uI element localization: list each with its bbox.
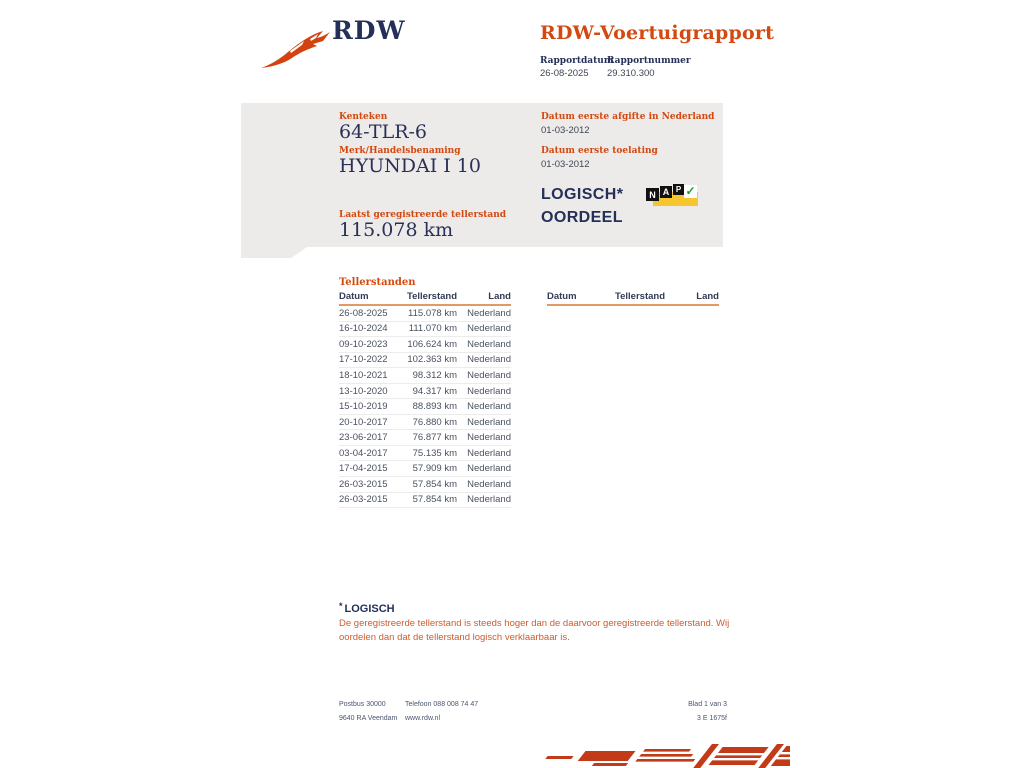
footer-address-1: Postbus 30000 bbox=[339, 701, 386, 708]
table-row bbox=[339, 446, 511, 462]
footer-address-2: 9640 RA Veendam bbox=[339, 715, 398, 722]
footnote-asterisk: * bbox=[339, 601, 343, 611]
cell-datum: 23-06-2017 bbox=[339, 432, 388, 444]
cell-tellerstand: 57.854 km bbox=[412, 494, 457, 506]
col-datum: Datum bbox=[547, 291, 577, 302]
cell-tellerstand: 57.854 km bbox=[412, 478, 457, 490]
footer-page-number: Blad 1 van 3 bbox=[688, 701, 727, 708]
last-odometer-label: Laatst geregistreerde tellerstand bbox=[339, 210, 507, 220]
merk-value: HYUNDAI I 10 bbox=[339, 155, 481, 177]
col-land: Land bbox=[696, 291, 719, 302]
rdw-wing-logo-icon bbox=[260, 24, 332, 70]
footer-website: www.rdw.nl bbox=[405, 715, 441, 722]
col-tellerstand: Tellerstand bbox=[615, 291, 665, 302]
table-row bbox=[339, 306, 511, 322]
verdict-line-1: LOGISCH* bbox=[541, 186, 624, 203]
footnote-text: De geregistreerde tellerstand is steeds hoger dan de daarvoor geregistreerde tellerstand. Wij oordelen dan dat de tellerstand logisch verklaarbaar is. bbox=[339, 618, 730, 643]
cell-datum: 16-10-2024 bbox=[339, 323, 388, 335]
nap-letter-a: A bbox=[660, 186, 672, 198]
nap-logo bbox=[646, 183, 698, 211]
table-row bbox=[339, 384, 511, 400]
table-row bbox=[339, 430, 511, 446]
cell-land: Nederland bbox=[467, 338, 511, 350]
merk-label: Merk/Handelsbenaming bbox=[339, 146, 461, 156]
cell-land: Nederland bbox=[467, 494, 511, 506]
odometer-table-left bbox=[339, 289, 511, 508]
cell-land: Nederland bbox=[467, 447, 511, 459]
table-body bbox=[339, 306, 511, 508]
verdict-line-2: OORDEEL bbox=[541, 209, 623, 226]
odometer-section-title: Tellerstanden bbox=[339, 277, 416, 288]
nap-letter-n: N bbox=[646, 188, 659, 201]
first-issue-label: Datum eerste afgifte in Nederland bbox=[541, 112, 715, 122]
cell-land: Nederland bbox=[467, 385, 511, 397]
col-land: Land bbox=[488, 291, 511, 302]
table-row bbox=[339, 461, 511, 477]
cell-datum: 26-03-2015 bbox=[339, 494, 388, 506]
cell-tellerstand: 76.880 km bbox=[412, 416, 457, 428]
cell-tellerstand: 57.909 km bbox=[412, 463, 457, 475]
rdw-stripes-graphic bbox=[545, 744, 790, 768]
cell-tellerstand: 88.893 km bbox=[412, 401, 457, 413]
table-header bbox=[339, 289, 511, 306]
footer-form-code: 3 E 1675f bbox=[697, 715, 727, 722]
last-odometer-value: 115.078 km bbox=[339, 219, 454, 241]
table-row bbox=[339, 337, 511, 353]
table-row bbox=[339, 477, 511, 493]
cell-land: Nederland bbox=[467, 354, 511, 366]
cell-datum: 17-04-2015 bbox=[339, 463, 388, 475]
nap-check-icon: ✓ bbox=[685, 184, 696, 198]
first-admission-value: 01-03-2012 bbox=[541, 159, 590, 170]
cell-land: Nederland bbox=[467, 323, 511, 335]
first-issue-value: 01-03-2012 bbox=[541, 125, 590, 136]
cell-datum: 26-03-2015 bbox=[339, 478, 388, 490]
cell-land: Nederland bbox=[467, 463, 511, 475]
col-datum: Datum bbox=[339, 291, 369, 302]
cell-datum: 26-08-2025 bbox=[339, 307, 388, 319]
report-date-label: Rapportdatum bbox=[540, 56, 614, 66]
table-row bbox=[339, 415, 511, 431]
first-admission-label: Datum eerste toelating bbox=[541, 146, 658, 156]
cell-tellerstand: 102.363 km bbox=[407, 354, 457, 366]
table-row bbox=[339, 493, 511, 509]
cell-datum: 03-04-2017 bbox=[339, 447, 388, 459]
cell-datum: 13-10-2020 bbox=[339, 385, 388, 397]
kenteken-value: 64-TLR-6 bbox=[339, 121, 428, 143]
cell-land: Nederland bbox=[467, 416, 511, 428]
kenteken-label: Kenteken bbox=[339, 112, 388, 122]
table-row bbox=[339, 353, 511, 369]
footnote-title-text: LOGISCH bbox=[344, 603, 395, 615]
cell-land: Nederland bbox=[467, 432, 511, 444]
vehicle-summary-panel bbox=[241, 103, 723, 247]
cell-tellerstand: 98.312 km bbox=[412, 369, 457, 381]
cell-datum: 15-10-2019 bbox=[339, 401, 388, 413]
report-number-label: Rapportnummer bbox=[607, 56, 691, 66]
odometer-table-right bbox=[547, 289, 719, 306]
report-number-value: 29.310.300 bbox=[607, 68, 655, 79]
footer-phone: Telefoon 088 008 74 47 bbox=[405, 701, 479, 708]
cell-datum: 17-10-2022 bbox=[339, 354, 388, 366]
page-title: RDW-Voertuigrapport bbox=[540, 22, 775, 44]
cell-datum: 09-10-2023 bbox=[339, 338, 388, 350]
cell-land: Nederland bbox=[467, 369, 511, 381]
logo-wordmark: RDW bbox=[332, 16, 406, 45]
cell-tellerstand: 111.070 km bbox=[408, 323, 457, 335]
cell-tellerstand: 115.078 km bbox=[408, 307, 457, 319]
report-date-value: 26-08-2025 bbox=[540, 68, 589, 79]
cell-tellerstand: 76.877 km bbox=[412, 432, 457, 444]
table-row bbox=[339, 322, 511, 338]
table-header bbox=[547, 289, 719, 306]
col-tellerstand: Tellerstand bbox=[407, 291, 457, 302]
cell-tellerstand: 106.624 km bbox=[407, 338, 457, 350]
nap-letter-p: P bbox=[673, 184, 684, 195]
cell-tellerstand: 75.135 km bbox=[412, 447, 457, 459]
table-row bbox=[339, 368, 511, 384]
cell-land: Nederland bbox=[467, 478, 511, 490]
table-row bbox=[339, 399, 511, 415]
vehicle-summary-panel-tab bbox=[241, 247, 307, 258]
cell-land: Nederland bbox=[467, 307, 511, 319]
cell-tellerstand: 94.317 km bbox=[412, 385, 457, 397]
cell-land: Nederland bbox=[467, 401, 511, 413]
cell-datum: 20-10-2017 bbox=[339, 416, 388, 428]
cell-datum: 18-10-2021 bbox=[339, 369, 388, 381]
footnote-title bbox=[339, 601, 395, 615]
